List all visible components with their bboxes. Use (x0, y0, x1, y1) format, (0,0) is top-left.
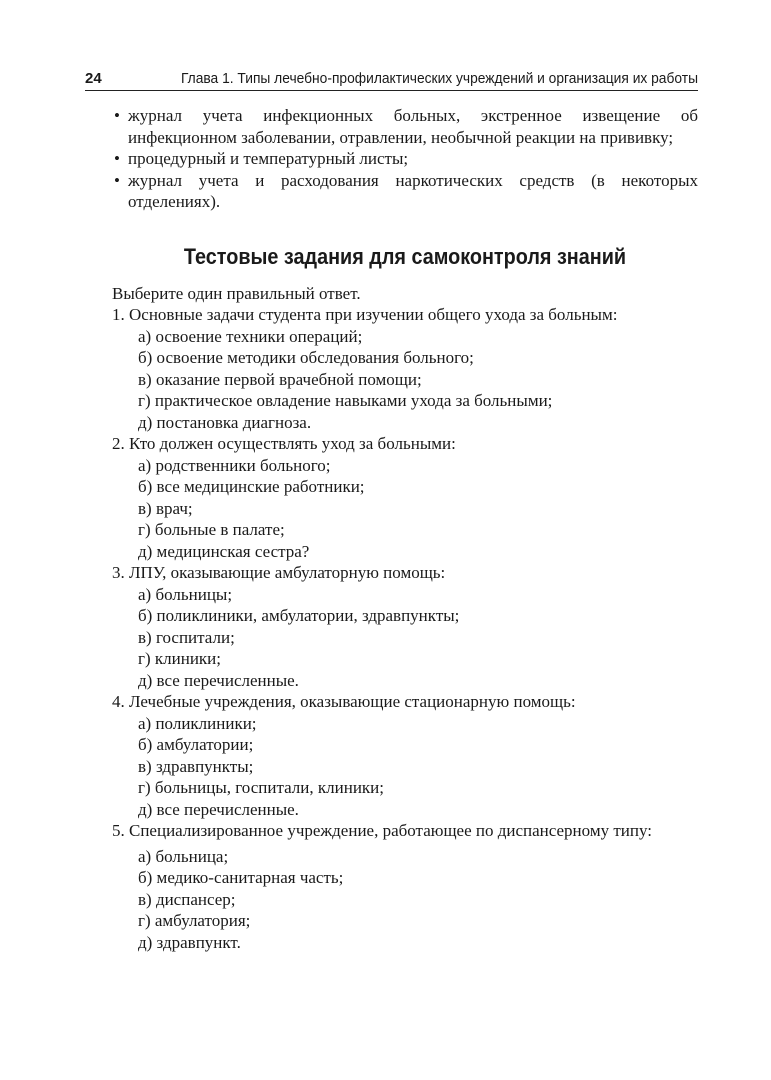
answer-option: д) медицинская сестра? (138, 541, 310, 561)
answer-option: б) медико-санитарная часть; (138, 868, 344, 887)
bullet-marker: • (114, 106, 120, 125)
answer-option: а) освоение техники операций; (138, 326, 363, 346)
answer-option: в) врач; (138, 498, 193, 518)
page-number: 24 (85, 70, 102, 87)
bullet-item (112, 148, 698, 170)
instruction: Выберите один правильный ответ. (112, 283, 361, 303)
page-header (85, 68, 698, 91)
answer-option: г) амбулатория; (138, 911, 251, 930)
question-block (112, 691, 698, 820)
question-block (112, 304, 698, 433)
answer-option: в) госпитали; (138, 627, 235, 647)
bullet-item (112, 170, 698, 213)
answer-option: г) больницы, госпитали, клиники; (138, 778, 385, 797)
answer-option: г) клиники; (138, 649, 221, 668)
question-text: 1. Основные задачи студента при изучении общего ухода за больным: (112, 305, 618, 324)
answer-option: б) все медицинские работники; (138, 477, 365, 496)
page-body (112, 105, 698, 953)
bullet-text: журнал учета инфекционных больных, экстренное извещение об инфекционном заболевании, отравлении, необычной реакции на прививку; (128, 106, 698, 147)
bullet-text: процедурный и температурный листы; (128, 149, 409, 168)
answer-option: д) здравпункт. (138, 932, 241, 952)
question-block (112, 562, 698, 691)
answer-option: в) здравпункты; (138, 756, 254, 776)
answer-option: д) постановка диагноза. (138, 412, 312, 432)
section-heading: Тестовые задания для самоконтроля знаний (183, 243, 627, 269)
answer-option: б) поликлиники, амбулатории, здравпункты; (138, 606, 460, 625)
answer-option: б) амбулатории; (138, 735, 254, 754)
question-text: 5. Специализированное учреждение, работающее по диспансерному типу: (112, 821, 652, 840)
question-text: 2. Кто должен осуществлять уход за больными: (112, 434, 456, 453)
answer-option: б) освоение методики обследования больного; (138, 348, 474, 367)
answer-option: д) все перечисленные. (138, 799, 299, 819)
answer-option: в) оказание первой врачебной помощи; (138, 369, 422, 389)
bullet-marker: • (114, 149, 120, 168)
answer-option: а) больница; (138, 846, 229, 866)
question-text: 4. Лечебные учреждения, оказывающие стационарную помощь: (112, 692, 576, 711)
question-text: 3. ЛПУ, оказывающие амбулаторную помощь: (112, 563, 446, 582)
answer-option: а) больницы; (138, 584, 233, 604)
bullet-item (112, 105, 698, 148)
answer-option: а) родственники больного; (138, 455, 331, 475)
running-chapter-title: Глава 1. Типы лечебно-профилактических учреждений и организация их работы (180, 70, 698, 87)
answer-option: а) поликлиники; (138, 713, 257, 733)
answer-option: в) диспансер; (138, 889, 236, 909)
answer-option: д) все перечисленные. (138, 670, 299, 690)
bullet-marker: • (114, 170, 120, 190)
answer-option: г) практическое овладение навыками ухода за больными; (138, 391, 553, 410)
answer-option: г) больные в палате; (138, 520, 285, 539)
bullet-text: журнал учета и расходования наркотических средств (в некоторых отделениях). (128, 170, 698, 211)
question-block (112, 433, 698, 562)
question-block (112, 820, 698, 953)
